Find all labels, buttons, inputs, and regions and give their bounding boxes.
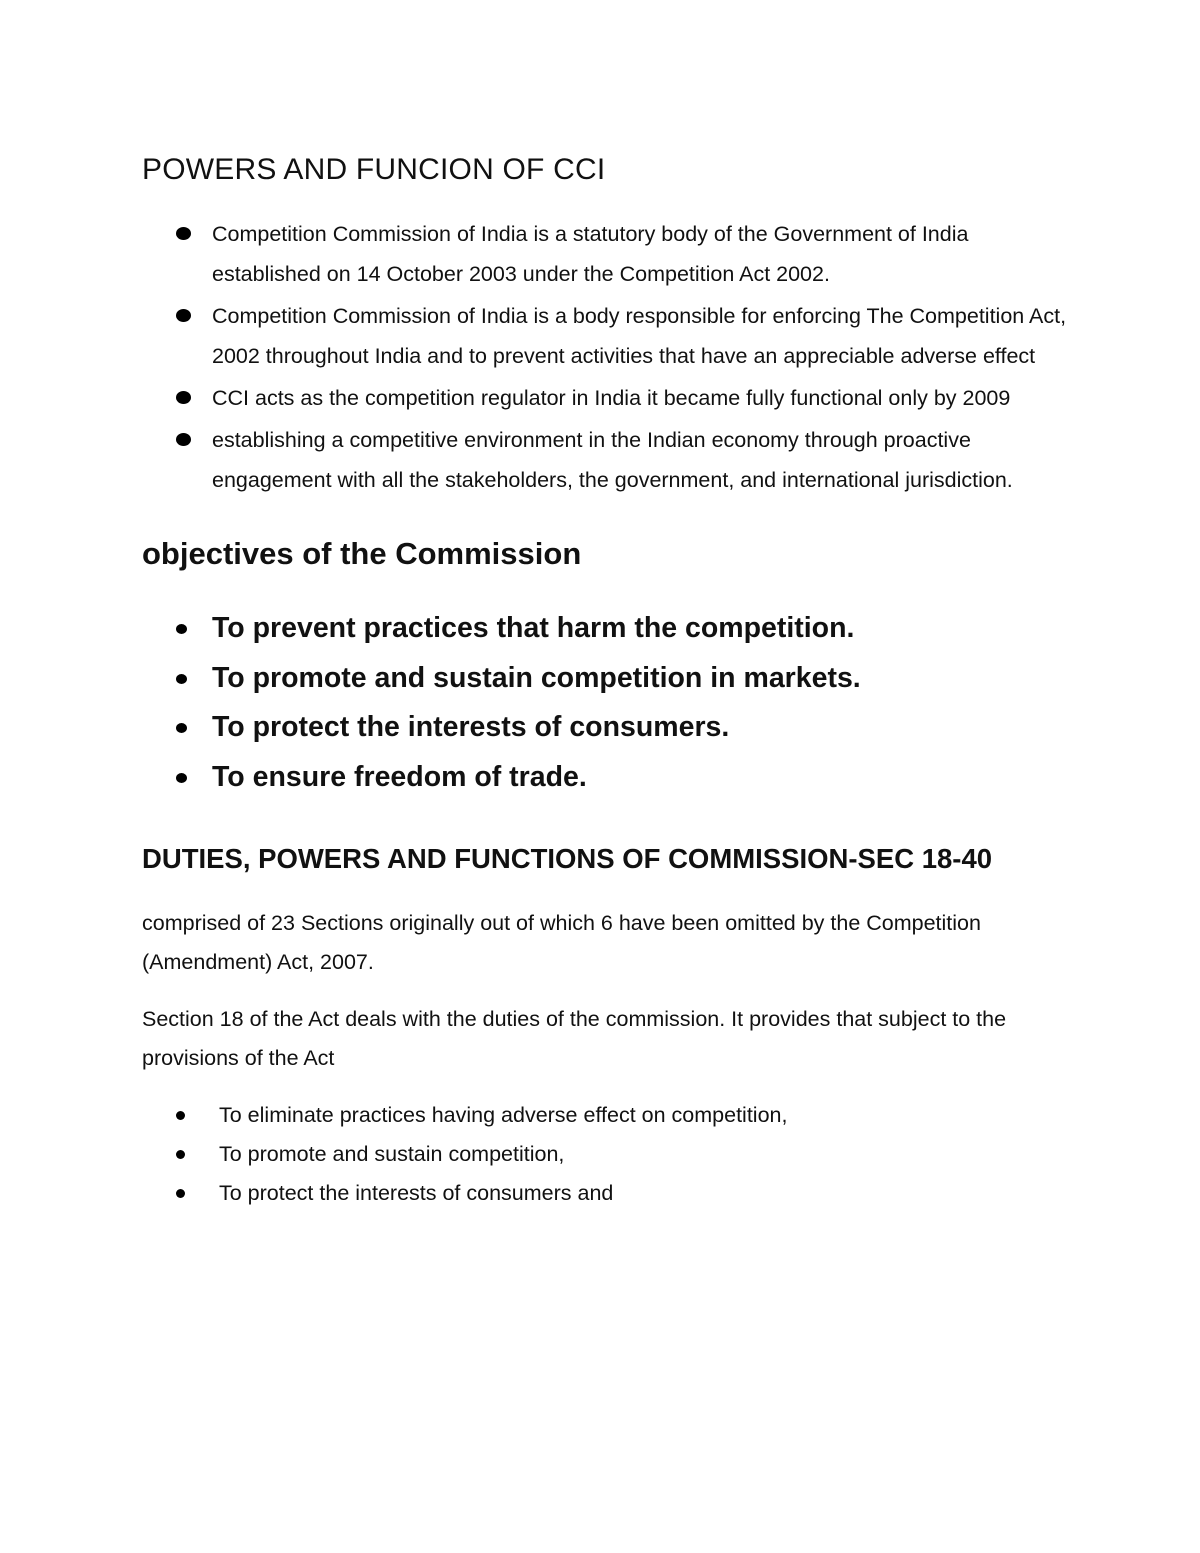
- intro-list-item-text: Competition Commission of India is a body responsible for enforcing The Competition Act, 2002 throughout India and to prevent activities that have an appreciable adverse effect: [212, 304, 1067, 368]
- intro-list-item: [142, 214, 1072, 294]
- bullet-icon: [176, 1111, 185, 1120]
- duties-list-item-text: To promote and sustain competition,: [219, 1142, 565, 1166]
- intro-list-item: [142, 378, 1072, 418]
- duties-list-item-text: To eliminate practices having adverse effect on competition,: [219, 1103, 788, 1127]
- intro-list-item-text: CCI acts as the competition regulator in India it became fully functional only by 2009: [212, 386, 1011, 410]
- bullet-icon: [176, 1150, 185, 1159]
- intro-list-item: [142, 420, 1072, 500]
- objectives-list-item-text: To ensure freedom of trade.: [212, 760, 587, 793]
- bullet-icon: [176, 391, 191, 404]
- duties-list-item: [142, 1174, 1072, 1213]
- document-body: [142, 148, 1072, 1213]
- bullet-icon: [176, 433, 191, 446]
- bullet-icon: [176, 1189, 185, 1198]
- duties-list: [142, 1096, 1072, 1213]
- bullet-icon: [176, 723, 187, 733]
- objectives-list-item-text: To promote and sustain competition in markets.: [212, 661, 861, 694]
- intro-list: [142, 214, 1072, 500]
- objectives-list-item: [142, 654, 1072, 704]
- intro-list-item-text: establishing a competitive environment in the Indian economy through proactive engagement with all the stakeholders, the government, and international jurisdiction.: [212, 428, 1013, 492]
- duties-heading: DUTIES, POWERS AND FUNCTIONS OF COMMISSION-SEC 18-40: [142, 843, 993, 874]
- objectives-heading: objectives of the Commission: [142, 536, 582, 571]
- bullet-icon: [176, 309, 191, 322]
- intro-list-item: [142, 296, 1072, 376]
- bullet-icon: [176, 624, 187, 634]
- paragraph-sections: comprised of 23 Sections originally out of which 6 have been omitted by the Competition (Amendment) Act, 2007.: [142, 911, 981, 974]
- paragraph-section-18: Section 18 of the Act deals with the duties of the commission. It provides that subject to the provisions of the Act: [142, 1007, 1007, 1070]
- objectives-list-item: [142, 753, 1072, 803]
- objectives-list-item-text: To protect the interests of consumers.: [212, 711, 730, 743]
- duties-list-item: [142, 1096, 1072, 1135]
- objectives-list-item-text: To prevent practices that harm the competition.: [212, 612, 855, 644]
- objectives-list-item: [142, 703, 1072, 753]
- objectives-list-item: [142, 604, 1072, 654]
- bullet-icon: [176, 674, 187, 684]
- intro-list-item-text: Competition Commission of India is a statutory body of the Government of India established on 14 October 2003 under the Competition Act 2002.: [212, 222, 969, 286]
- bullet-icon: [176, 227, 191, 240]
- document-title: POWERS AND FUNCION OF CCI: [142, 153, 606, 186]
- duties-list-item-text: To protect the interests of consumers and: [219, 1181, 614, 1205]
- duties-list-item: [142, 1135, 1072, 1174]
- objectives-list: [142, 604, 1072, 802]
- bullet-icon: [176, 773, 187, 783]
